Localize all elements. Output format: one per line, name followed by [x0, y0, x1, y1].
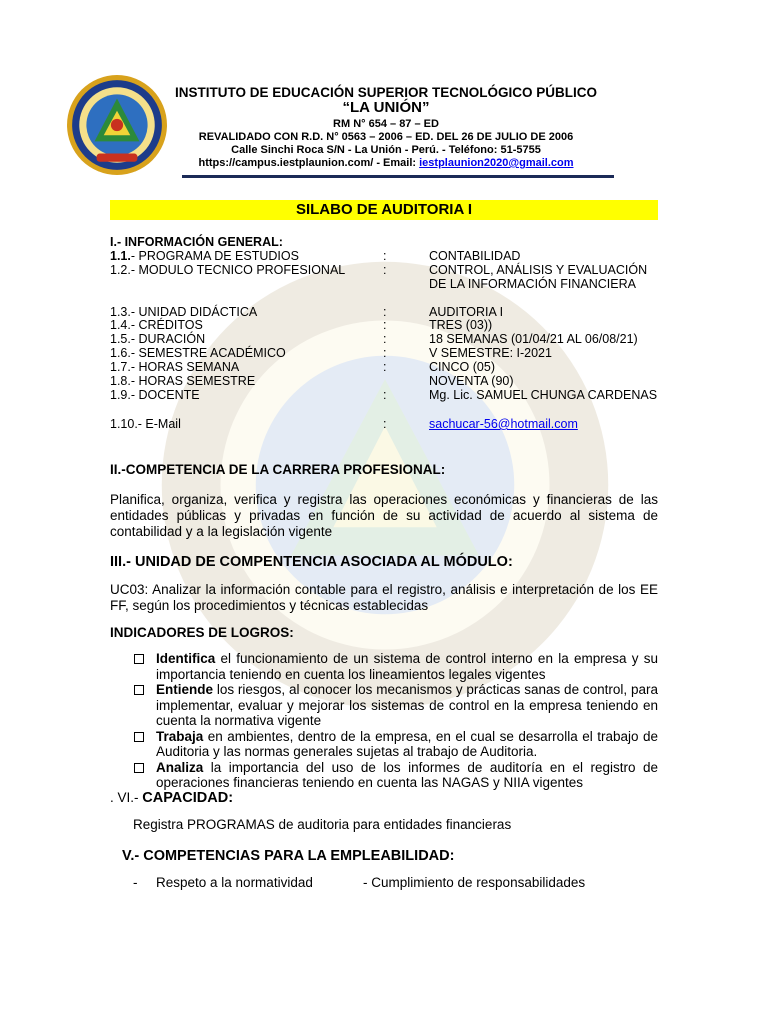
list-item — [110, 729, 658, 760]
indicator-text: en ambientes, dentro de la empresa, en el cual se desarrolla el trabajo de Auditoria y las normas generales sujetas al trabajo de Auditoria. — [156, 728, 658, 759]
info-label: 1.3.- UNIDAD DIDÁCTICA — [110, 305, 258, 319]
info-label: 1.5.- DURACIÓN — [110, 332, 206, 346]
indicator-text: el funcionamiento de un sistema de control interno en la empresa y su importancia teniendo en cuenta los lineamientos legales vigentes — [156, 651, 658, 682]
section-heading: III.- UNIDAD DE COMPENTENCIA ASOCIADA AL MÓDULO: — [110, 554, 513, 570]
info-label: 1.9.- DOCENTE — [110, 388, 200, 402]
info-value: 18 SEMANAS (01/04/21 AL 06/08/21) — [429, 332, 638, 346]
indicator-text: la importancia del uso de los informes de auditoría en el registro de operaciones financieras teniendo en cuenta las NAGAS y NIIA vigentes — [156, 759, 658, 790]
indicator-verb: Identifica — [156, 651, 216, 666]
info-label: 1.2.- MODULO TECNICO PROFESIONAL — [110, 263, 346, 277]
capacity-prefix: . VI.- — [110, 790, 143, 805]
info-colon: : — [383, 417, 387, 431]
section-paragraph: UC03: Analizar la información contable para el registro, análisis e interpretación de los EE FF, según los procedimientos y técnicas establecidas — [110, 582, 658, 613]
resolution-number: RM N° 654 – 87 – ED — [333, 118, 439, 130]
document-title: SILABO DE AUDITORIA I — [295, 201, 473, 218]
info-label: 1.1.- PROGRAMA DE ESTUDIOS — [110, 249, 299, 263]
section-paragraph: Planifica, organiza, verifica y registra las operaciones económicas y financieras de las entidades públicas y privadas en función de su actividad de acuerdo al sistema de contabilidad y a la legislación vigente — [110, 492, 658, 539]
address-line: Calle Sinchi Roca S/N - La Unión - Perú. - Teléfono: 51-5755 — [231, 144, 541, 156]
contact-line — [160, 156, 612, 170]
section-heading: II.-COMPETENCIA DE LA CARRERA PROFESIONAL: — [110, 462, 446, 477]
info-value: CINCO (05) — [429, 360, 495, 374]
info-colon: : — [383, 388, 387, 402]
info-label: 1.4.- CRÉDITOS — [110, 318, 203, 332]
info-value: Mg. Lic. SAMUEL CHUNGA CARDENAS — [429, 388, 658, 402]
checkbox-bullet-icon — [134, 763, 144, 773]
header-rule — [182, 175, 614, 178]
list-item — [110, 682, 658, 729]
list-item — [110, 760, 658, 791]
info-colon: : — [383, 346, 387, 360]
info-value: TRES (03)) — [429, 318, 493, 332]
indicator-verb: Entiende — [156, 682, 214, 697]
capacity-heading-line — [110, 790, 233, 806]
checkbox-bullet-icon — [134, 685, 144, 695]
employability-item: Respeto a la normatividad — [156, 875, 313, 890]
revalidation-line: REVALIDADO CON R.D. N° 0563 – 2006 – ED. DEL 26 DE JULIO DE 2006 — [198, 131, 574, 143]
capacity-text: Registra PROGRAMAS de auditoria para entidades financieras — [133, 817, 512, 832]
checkbox-bullet-icon — [134, 654, 144, 664]
info-colon: : — [383, 318, 387, 332]
info-heading: I.- INFORMACIÓN GENERAL: — [110, 235, 283, 249]
title-band — [110, 200, 658, 220]
info-value: CONTROL, ANÁLISIS Y EVALUACIÓN DE LA INFORMACIÓN FINANCIERA — [429, 263, 648, 291]
list-item — [110, 651, 658, 682]
info-value: V SEMESTRE: I-2021 — [429, 346, 552, 360]
info-label: 1.6.- SEMESTRE ACADÉMICO — [110, 346, 286, 360]
website-text: https://campus.iestplaunion.com/ - Email: — [198, 157, 420, 169]
employability-dash: - — [133, 875, 138, 890]
institution-logo-icon — [66, 74, 168, 176]
section-heading: INDICADORES DE LOGROS: — [110, 625, 294, 640]
info-colon: : — [383, 249, 387, 263]
section-heading: V.- COMPETENCIAS PARA LA EMPLEABILIDAD: — [122, 848, 455, 864]
info-label: 1.10.- E-Mail — [110, 417, 181, 431]
info-colon: : — [383, 360, 387, 374]
institution-name: INSTITUTO DE EDUCACIÓN SUPERIOR TECNOLÓGICO PÚBLICO — [174, 85, 598, 100]
indicator-text: los riesgos, al conocer los mecanismos y prácticas sanas de control, para implementar, evaluar y mejorar los sistemas de control en la empresa teniendo en cuenta la normativa vigente — [156, 682, 658, 728]
institution-email-link[interactable]: iestplaunion2020@gmail.com — [419, 157, 574, 169]
teacher-email-link[interactable]: sachucar-56@hotmail.com — [429, 417, 578, 431]
info-value — [429, 417, 661, 431]
info-value: CONTABILIDAD — [429, 249, 521, 263]
info-colon: : — [383, 305, 387, 319]
info-label: 1.8.- HORAS SEMESTRE — [110, 374, 256, 388]
checkbox-bullet-icon — [134, 732, 144, 742]
capacity-heading: CAPACIDAD: — [142, 790, 234, 806]
institution-subname: “LA UNIÓN” — [342, 99, 430, 116]
indicator-verb: Trabaja — [156, 728, 204, 744]
info-label: 1.7.- HORAS SEMANA — [110, 360, 240, 374]
info-value: NOVENTA (90) — [429, 374, 514, 388]
info-colon: : — [383, 332, 387, 346]
indicators-list — [110, 651, 658, 791]
info-value: AUDITORIA I — [429, 305, 504, 319]
indicator-verb: Analiza — [156, 759, 204, 775]
info-colon: : — [383, 263, 387, 277]
employability-item: - Cumplimiento de responsabilidades — [363, 875, 586, 890]
